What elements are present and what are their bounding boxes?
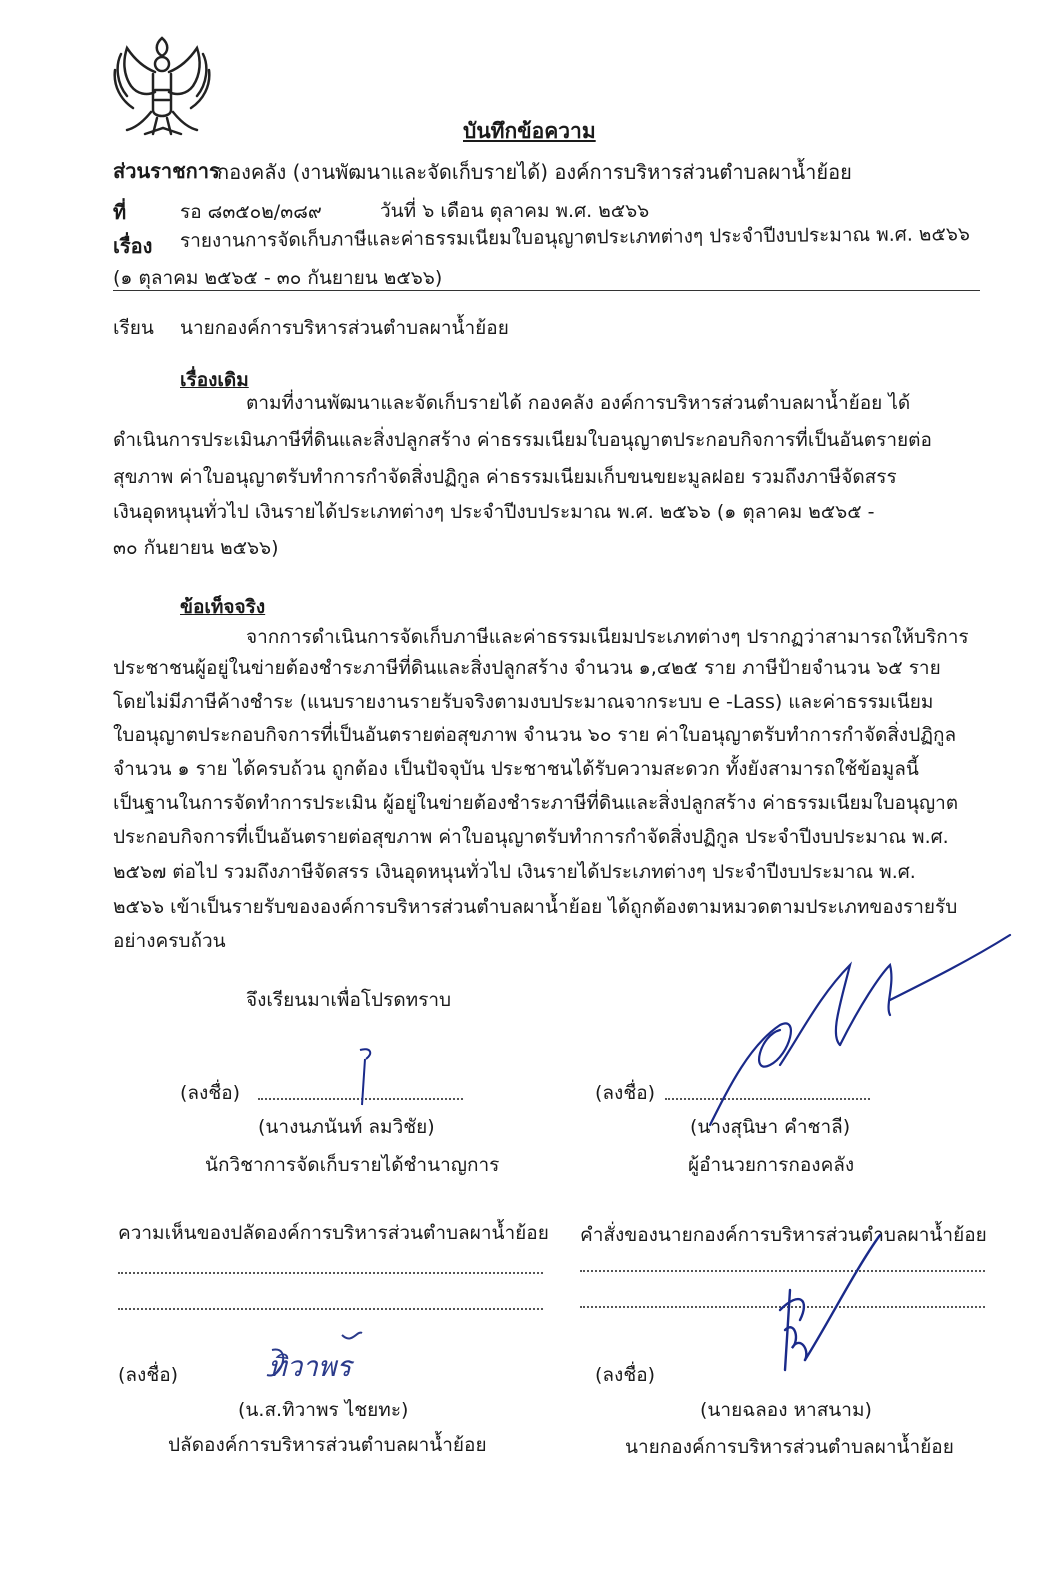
opinion-right-sign-label: (ลงชื่อ)	[595, 1364, 656, 1386]
opinion-left-line-1	[118, 1272, 543, 1274]
memo-date: วันที่ ๖ เดือน ตุลาคม พ.ศ. ๒๕๖๖	[380, 200, 650, 222]
signer-right-name: (นางสุนิษา คำชาลี)	[690, 1116, 851, 1138]
facts-line: ประชาชนผู้อยู่ในข่ายต้องชำระภาษีที่ดินและสิ่งปลูกสร้าง จำนวน ๑,๔๒๕ ราย ภาษีป้ายจำนวน ๖๕ ราย	[113, 657, 941, 679]
opinion-left-signature-mark	[262, 1325, 372, 1385]
signature-left-mark	[340, 1045, 390, 1115]
opinion-right-heading: คำสั่งของนายกองค์การบริหารส่วนตำบลผาน้ำย้อย	[580, 1224, 987, 1246]
subject-label: เรื่อง	[113, 234, 153, 258]
background-line: ดำเนินการประเมินภาษีที่ดินและสิ่งปลูกสร้าง ค่าธรรมเนียมใบอนุญาตประกอบกิจการที่เป็นอันตรายต่อ	[113, 429, 932, 451]
subject-line-2: (๑ ตุลาคม ๒๕๖๕ - ๓๐ กันยายน ๒๕๖๖)	[113, 267, 443, 289]
sign-label-left: (ลงชื่อ)	[180, 1082, 241, 1104]
opinion-right-signature-mark	[770, 1230, 890, 1380]
facts-heading: ข้อเท็จจริง	[180, 596, 266, 618]
signature-right-mark	[690, 925, 1020, 1135]
facts-line: ประกอบกิจการที่เป็นอันตรายต่อสุขภาพ ค่าใบอนุญาตรับทำการกำจัดสิ่งปฏิกูล ประจำปีงบประมาณ พ.ศ.	[113, 826, 949, 848]
agency-value: กองคลัง (งานพัฒนาและจัดเก็บรายได้) องค์การบริหารส่วนตำบลผาน้ำย้อย	[217, 160, 852, 184]
opinion-right-position: นายกองค์การบริหารส่วนตำบลผาน้ำย้อย	[625, 1436, 954, 1458]
opinion-left-position: ปลัดองค์การบริหารส่วนตำบลผาน้ำย้อย	[168, 1434, 487, 1456]
background-line: เงินอุดหนุนทั่วไป เงินรายได้ประเภทต่างๆ ประจำปีงบประมาณ พ.ศ. ๒๕๖๖ (๑ ตุลาคม ๒๕๖๕ -	[113, 501, 875, 523]
opinion-left-line-2	[118, 1308, 543, 1310]
subject-line-1: รายงานการจัดเก็บภาษีและค่าธรรมเนียมใบอนุญาตประเภทต่างๆ ประจำปีงบประมาณ พ.ศ. ๒๕๖๖	[179, 223, 970, 252]
facts-line: ๒๕๖๗ ต่อไป รวมถึงภาษีจัดสรร เงินอุดหนุนทั่วไป เงินรายได้ประเภทต่างๆ ประจำปีงบประมาณ พ.ศ.	[113, 861, 916, 883]
facts-line: จากการดำเนินการจัดเก็บภาษีและค่าธรรมเนียมประเภทต่างๆ ปรากฏว่าสามารถให้บริการ	[246, 626, 969, 648]
garuda-emblem-icon	[105, 30, 220, 145]
background-heading: เรื่องเดิม	[180, 369, 249, 391]
signer-left-position: นักวิชาการจัดเก็บรายได้ชำนาญการ	[205, 1154, 500, 1176]
to-label: เรียน	[113, 317, 154, 339]
facts-line: จำนวน ๑ ราย ได้ครบถ้วน ถูกต้อง เป็นปัจจุบัน ประชาชนได้รับความสะดวก ทั้งยังสามารถใช้ข้อมูลนี้	[113, 758, 919, 780]
ref-label: ที่	[113, 200, 127, 224]
to-value: นายกองค์การบริหารส่วนตำบลผาน้ำย้อย	[180, 317, 509, 339]
opinion-left-heading: ความเห็นของปลัดองค์การบริหารส่วนตำบลผาน้ำย้อย	[118, 1222, 549, 1244]
facts-line: โดยไม่มีภาษีค้างชำระ (แนบรายงานรายรับจริงตามงบประมาณจากระบบ e -Lass) และค่าธรรมเนียม	[113, 691, 934, 713]
closing-text: จึงเรียนมาเพื่อโปรดทราบ	[246, 989, 452, 1011]
ref-value: รอ ๘๓๕๐๒/๓๘๙	[180, 201, 322, 223]
background-line: ตามที่งานพัฒนาและจัดเก็บรายได้ กองคลัง องค์การบริหารส่วนตำบลผาน้ำย้อย ได้	[246, 392, 911, 414]
opinion-left-sign-label: (ลงชื่อ)	[118, 1364, 179, 1386]
agency-label: ส่วนราชการ	[113, 159, 220, 183]
header-divider	[113, 290, 980, 291]
facts-line: เป็นฐานในการจัดทำการประเมิน ผู้อยู่ในข่ายต้องชำระภาษีที่ดินและสิ่งปลูกสร้าง ค่าธรรมเนียมใบอนุญาต	[113, 792, 959, 814]
opinion-right-name: (นายฉลอง หาสนาม)	[700, 1399, 872, 1421]
opinion-left-signature: ทิวาพร	[268, 1350, 352, 1383]
opinion-left-name: (น.ส.ทิวาพร ไชยทะ)	[238, 1399, 409, 1421]
facts-line: อย่างครบถ้วน	[113, 930, 226, 952]
background-line: ๓๐ กันยายน ๒๕๖๖)	[113, 537, 279, 559]
signer-right-position: ผู้อำนวยการกองคลัง	[688, 1154, 855, 1176]
memo-title: บันทึกข้อความ	[463, 119, 596, 143]
facts-line: ใบอนุญาตประกอบกิจการที่เป็นอันตรายต่อสุขภาพ จำนวน ๖๐ ราย ค่าใบอนุญาตรับทำการกำจัดสิ่งปฏิกูล	[113, 724, 957, 746]
facts-line: ๒๕๖๖ เข้าเป็นรายรับขององค์การบริหารส่วนตำบลผาน้ำย้อย ได้ถูกต้องตามหมวดตามประเภทของรายรับ	[113, 896, 958, 918]
sign-label-right: (ลงชื่อ)	[595, 1082, 656, 1104]
background-line: สุขภาพ ค่าใบอนุญาตรับทำการกำจัดสิ่งปฏิกูล ค่าธรรมเนียมเก็บขนขยะมูลฝอย รวมถึงภาษีจัดสรร	[113, 466, 897, 488]
signer-left-name: (นางนภนันท์ ลมวิชัย)	[258, 1116, 435, 1138]
